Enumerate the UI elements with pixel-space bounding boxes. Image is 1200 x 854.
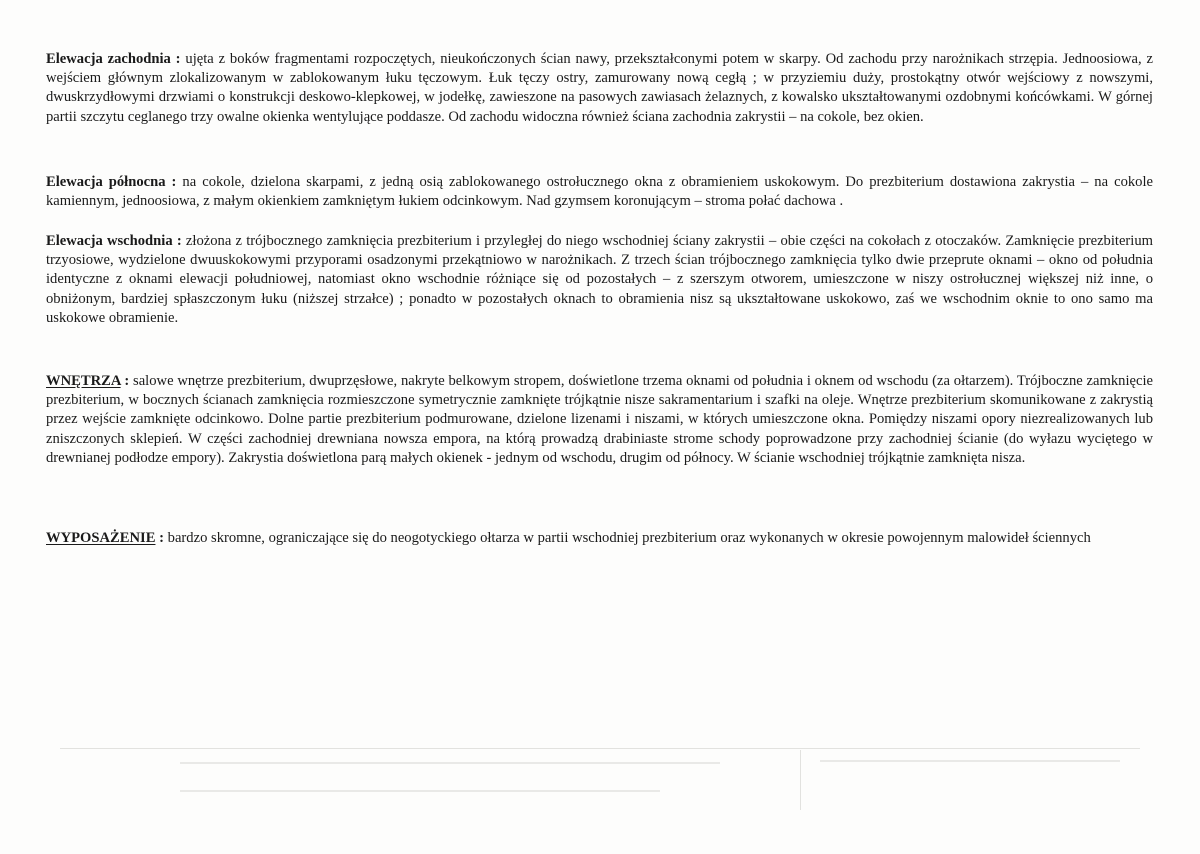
body-wnetrza: salowe wnętrze prezbiterium, dwuprzęsłowe, nakryte belkowym stropem, doświetlone trzema oknami od południa i oknem od wschodu (za ołtarzem). Trójboczne zamknięcie prezbiterium, w bocznych ścianach zamknięcia rozmieszczone symetrycznie zamknięte trójkątnie nisze sakramentarium i szafki na oleje. Wnętrze prezbiterium skomunikowane z zakrystią przez wejście zamknięte odcinkowo. Dolne partie prezbiterium podmurowane, dzielone lizenami i niszami, w których umieszczone okna. Pomiędzy niszami opory niezrealizowanych lub zniszczonych sklepień. W części zachodniej drewniana nowsza empora, na którą prowadzą drabiniaste strome schody poprowadzone przy zachodniej ścianie (do wyłazu wyciętego w drewnianej podłodze empory). Zakrystia doświetlona parą małych okienek - jednym od wschodu, drugim od północy. W ścianie wschodniej trójkątnie zamknięta nisza.: [46, 373, 1153, 466]
paragraph-elewacja-polnocna: [46, 173, 1153, 211]
scan-bleed-mark: [820, 760, 1120, 762]
body-elewacja-polnocna: na cokole, dzielona skarpami, z jedną osią zablokowanego ostrołucznego okna z obramieniem uskokowym. Do prezbiterium dostawiona zakrystia – na cokole kamiennym, jednoosiowa, z małym okienkiem zamkniętym łukiem odcinkowym. Nad gzymsem koronującym – stroma połać dachowa .: [46, 174, 1153, 210]
heading-elewacja-zachodnia: Elewacja zachodnia :: [46, 51, 181, 67]
paragraph-wyposazenie: [46, 529, 1153, 548]
body-wyposazenie: bardzo skromne, ograniczające się do neogotyckiego ołtarza w partii wschodniej prezbiterium oraz wykonanych w okresie powojennym malowideł ściennych: [167, 530, 1091, 546]
heading-elewacja-polnocna: Elewacja północna :: [46, 174, 177, 190]
scan-bleed-mark: [180, 762, 720, 764]
heading-wyposazenie: WYPOSAŻENIE: [46, 530, 156, 546]
heading-wyposazenie-separator: :: [155, 530, 168, 546]
scan-bleed-mark: [180, 790, 660, 792]
heading-wnetrza: WNĘTRZA: [46, 373, 121, 389]
heading-wnetrza-separator: :: [120, 373, 134, 389]
body-elewacja-zachodnia: ujęta z boków fragmentami rozpoczętych, nieukończonych ścian nawy, przekształconymi potem w skarpy. Od zachodu przy narożnikach strzępia. Jednoosiowa, z wejściem głównym zlokalizowanym w zablokowanym łuku tęczowym. Łuk tęczy ostry, zamurowany nową cegłą ; w przyziemiu duży, prostokątny otwór wejściowy z nowszymi, dwuskrzydłowymi drzwiami o konstrukcji deskowo-klepkowej, w jodełkę, zawieszone na pasowych zawiasach żelaznych, z kowalsko ukształtowanymi ozdobnymi końcówkami. W górnej partii szczytu ceglanego trzy owalne okienka wentylujące poddasze. Od zachodu widoczna również ściana zachodnia zakrystii – na cokole, bez okien.: [46, 51, 1153, 125]
scan-bleed-line: [60, 748, 1140, 749]
paragraph-elewacja-wschodnia: [46, 232, 1153, 328]
scan-bleed-line: [800, 750, 801, 810]
paragraph-elewacja-zachodnia: [46, 50, 1153, 127]
paragraph-wnetrza: [46, 372, 1153, 468]
body-elewacja-wschodnia: złożona z trójbocznego zamknięcia prezbiterium i przyległej do niego wschodniej ściany zakrystii – obie części na cokołach z otoczaków. Zamknięcie prezbiterium trzyosiowe, wydzielone dwuuskokowymi przyporami osadzonymi przekątniowo w narożnikach. Z trzech ścian trójbocznego zamknięcia tylko dwie przeprute oknami – okno od południa identyczne z oknami elewacji południowej, natomiast okno wschodnie różniące się od pozostałych – z szerszym otworem, umieszczone w niszy ostrołucznej większej niż inne, o obniżonym, bardziej spłaszczonym łuku (niższej strzałce) ; ponadto w pozostałych oknach to obramienia nisz są ukształtowane uskokowo, zaś we wschodnim oknie to ono samo ma uskokowe obramienie.: [46, 233, 1153, 326]
heading-elewacja-wschodnia: Elewacja wschodnia :: [46, 233, 182, 249]
